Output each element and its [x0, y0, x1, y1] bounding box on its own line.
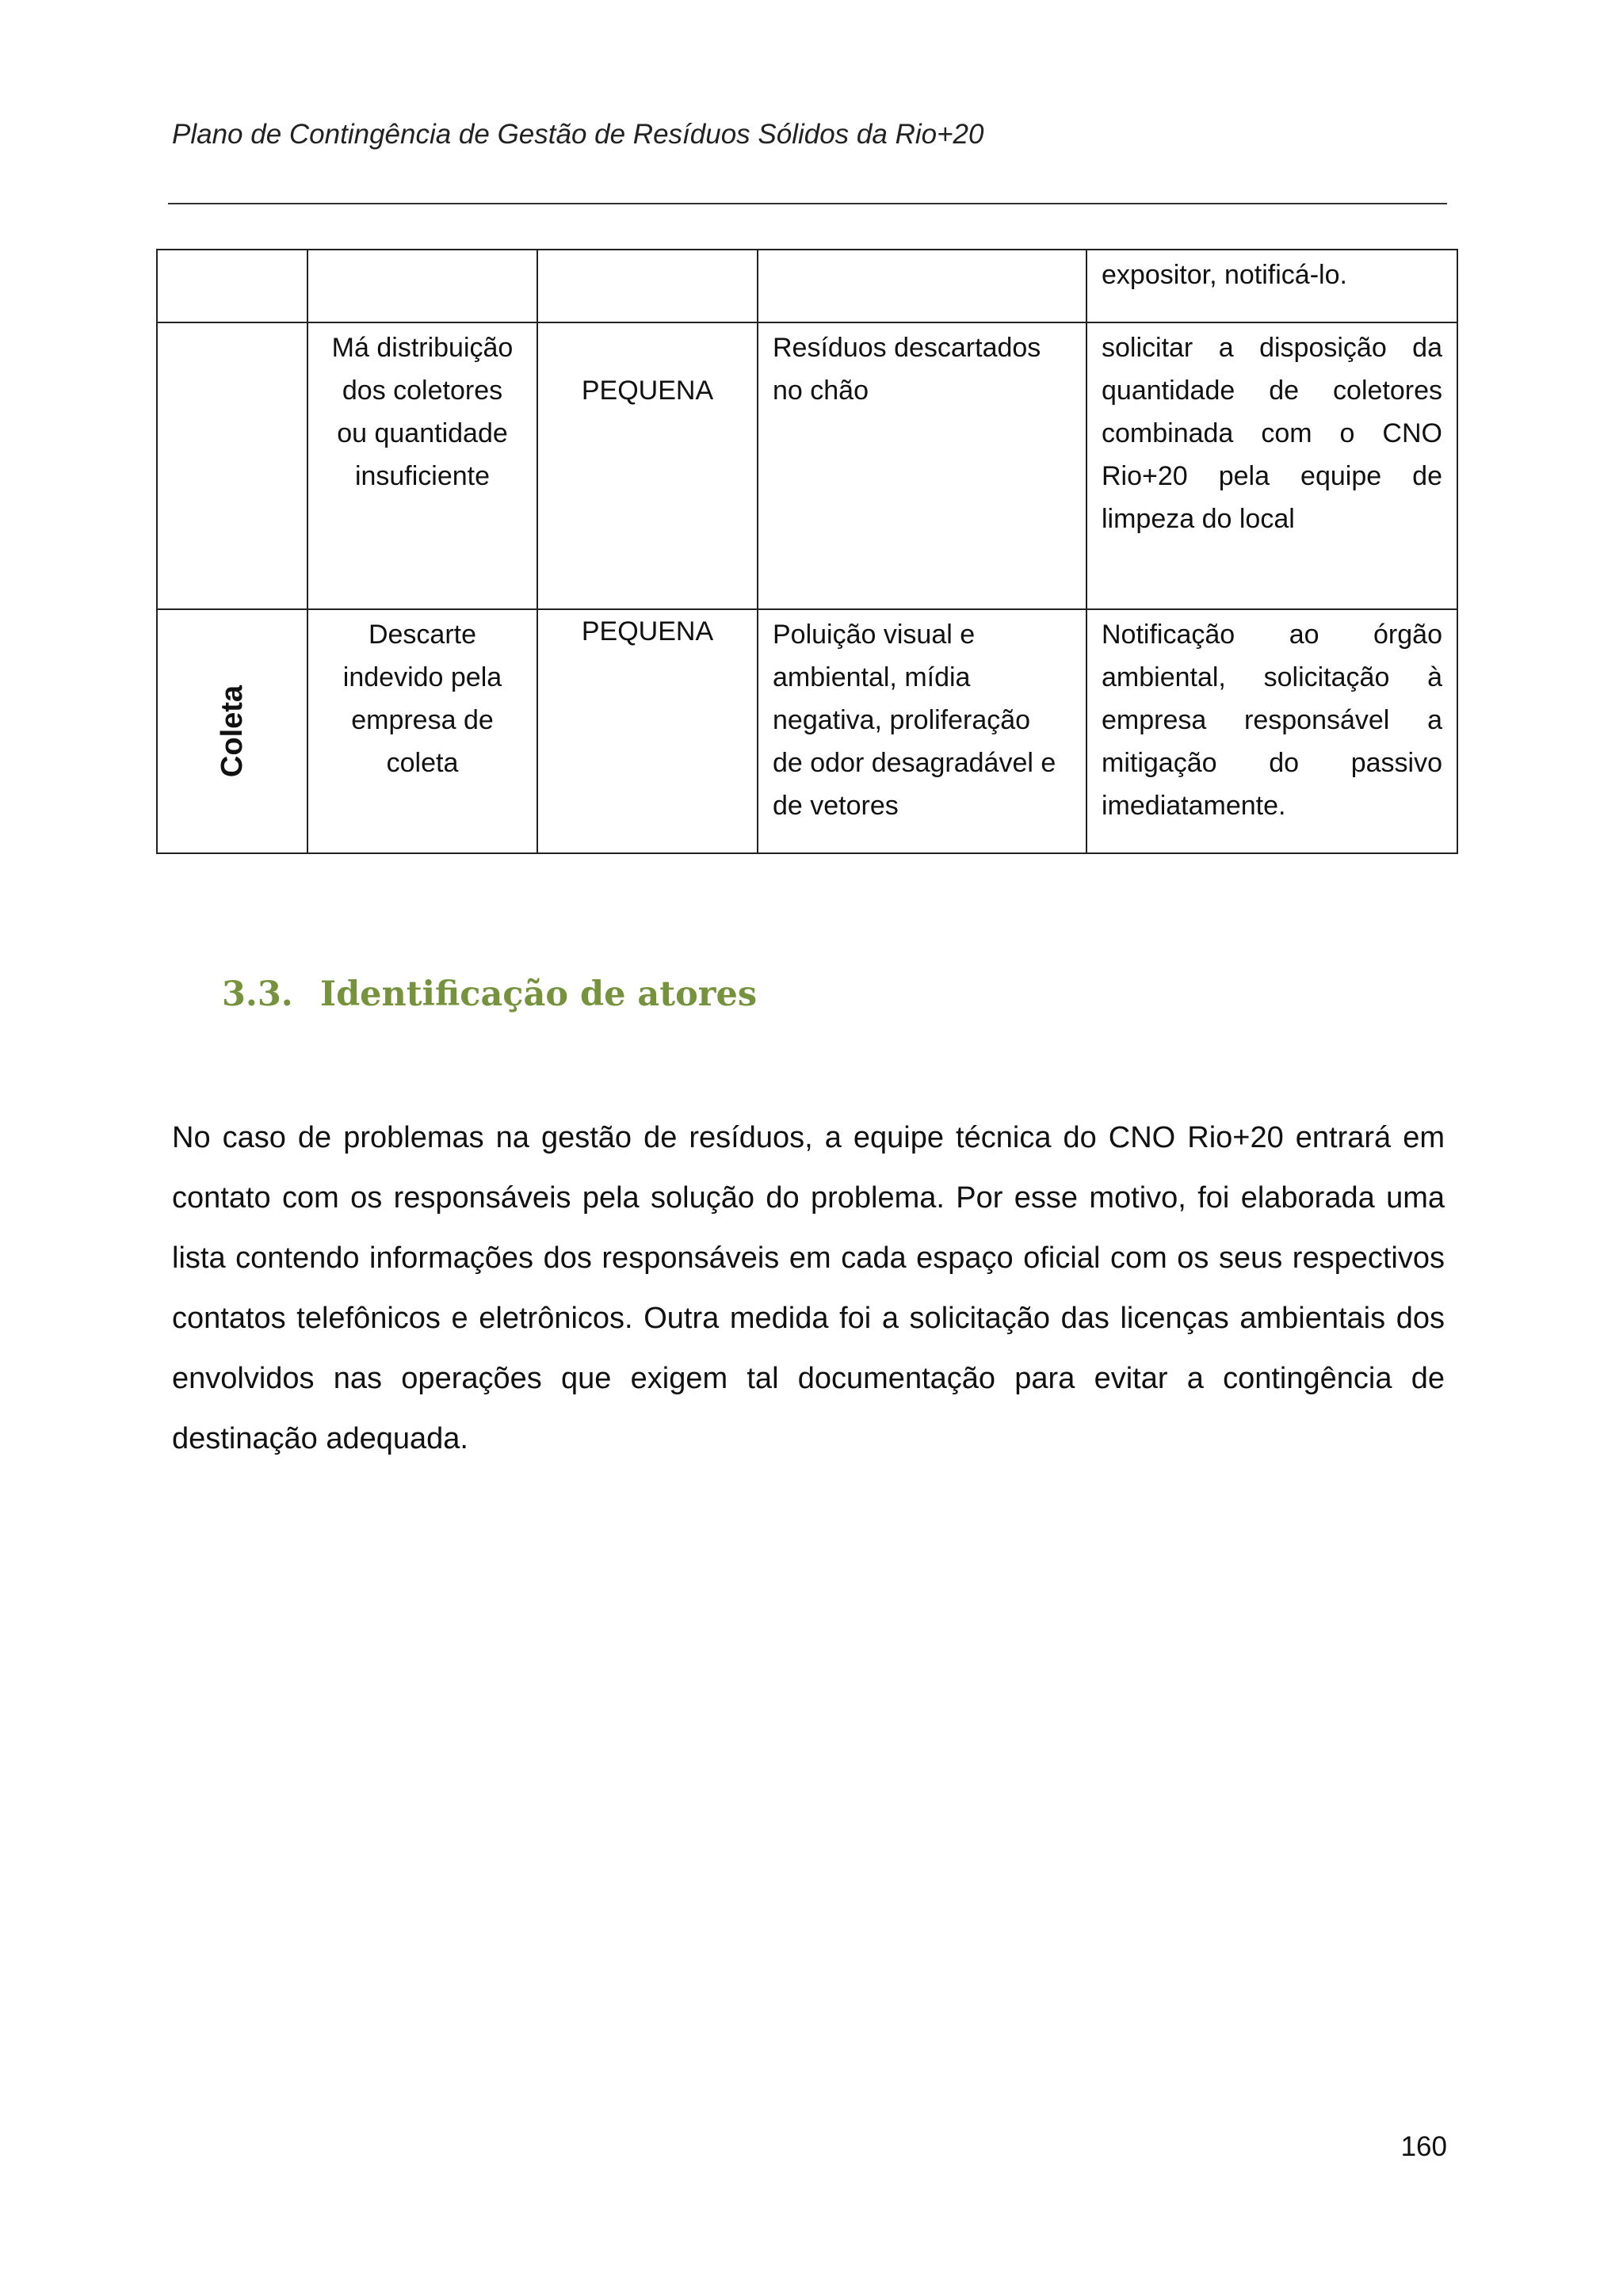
cause-line: Descarte [368, 620, 477, 650]
stage-cell [157, 609, 307, 853]
body-paragraph: No caso de problemas na gestão de resíduos, a equipe técnica do CNO Rio+20 entrará em contato com os responsáveis pela solução do problema. Por esse motivo, foi elaborada uma lista contendo informações dos responsáveis em cada espaço oficial com os seus respectivos contatos telefônicos e eletrônicos. Outra medida foi a solicitação das licenças ambientais dos envolvidos nas operações que exigem tal documentação para evitar a contingência de destinação adequada. [172, 1121, 1445, 1455]
cause-line: empresa de [351, 705, 494, 735]
effect-cell [758, 250, 1086, 322]
section-heading [222, 974, 757, 1014]
table-row [157, 322, 1457, 609]
severity-text: PEQUENA [581, 616, 714, 646]
stage-cell [157, 250, 307, 322]
cause-cell [307, 322, 537, 609]
effect-line: negativa, proliferação [773, 705, 1031, 735]
page-header: Plano de Contingência de Gestão de Resíduos Sólidos da Rio+20 [172, 119, 984, 150]
effect-line: Resíduos descartados [773, 333, 1041, 363]
stage-label: Coleta [216, 685, 249, 778]
severity-cell [537, 609, 758, 853]
action-cell [1086, 322, 1457, 609]
cause-line: coleta [386, 748, 459, 778]
effect-cell [758, 609, 1086, 853]
cause-line: indevido pela [342, 662, 502, 692]
action-cell [1086, 250, 1457, 322]
cause-cell [307, 250, 537, 322]
contingency-table [156, 249, 1458, 854]
action-cell [1086, 609, 1457, 853]
effect-line: ambiental, mídia [773, 662, 971, 692]
cause-line: ou quantidade [337, 418, 508, 448]
cause-line: Má distribuição [331, 333, 514, 363]
action-text: Notificação ao órgão ambiental, solicitação à empresa responsável a mitigação do passivo imediatamente. [1102, 620, 1442, 821]
table-row [157, 250, 1457, 322]
effect-line: de odor desagradável e [773, 748, 1056, 778]
cause-cell [307, 609, 537, 853]
severity-cell [537, 250, 758, 322]
severity-cell [537, 322, 758, 609]
header-rule [168, 203, 1447, 204]
effect-line: de vetores [773, 791, 899, 821]
effect-line: Poluição visual e [773, 620, 976, 650]
effect-cell [758, 322, 1086, 609]
cause-line: insuficiente [354, 461, 491, 491]
severity-text: PEQUENA [581, 376, 714, 406]
cause-line: dos coletores [342, 376, 503, 406]
action-text: expositor, notificá-lo. [1102, 260, 1347, 290]
action-text: solicitar a disposição da quantidade de coletores combinada com o CNO Rio+20 pela equipe de limpeza do local [1102, 333, 1442, 534]
section-number: 3.3. [222, 974, 293, 1014]
effect-line: no chão [773, 376, 869, 406]
table-row [157, 609, 1457, 853]
section-title: Identificação de atores [320, 974, 758, 1014]
stage-cell [157, 322, 307, 609]
page-number: 160 [1400, 2131, 1447, 2162]
